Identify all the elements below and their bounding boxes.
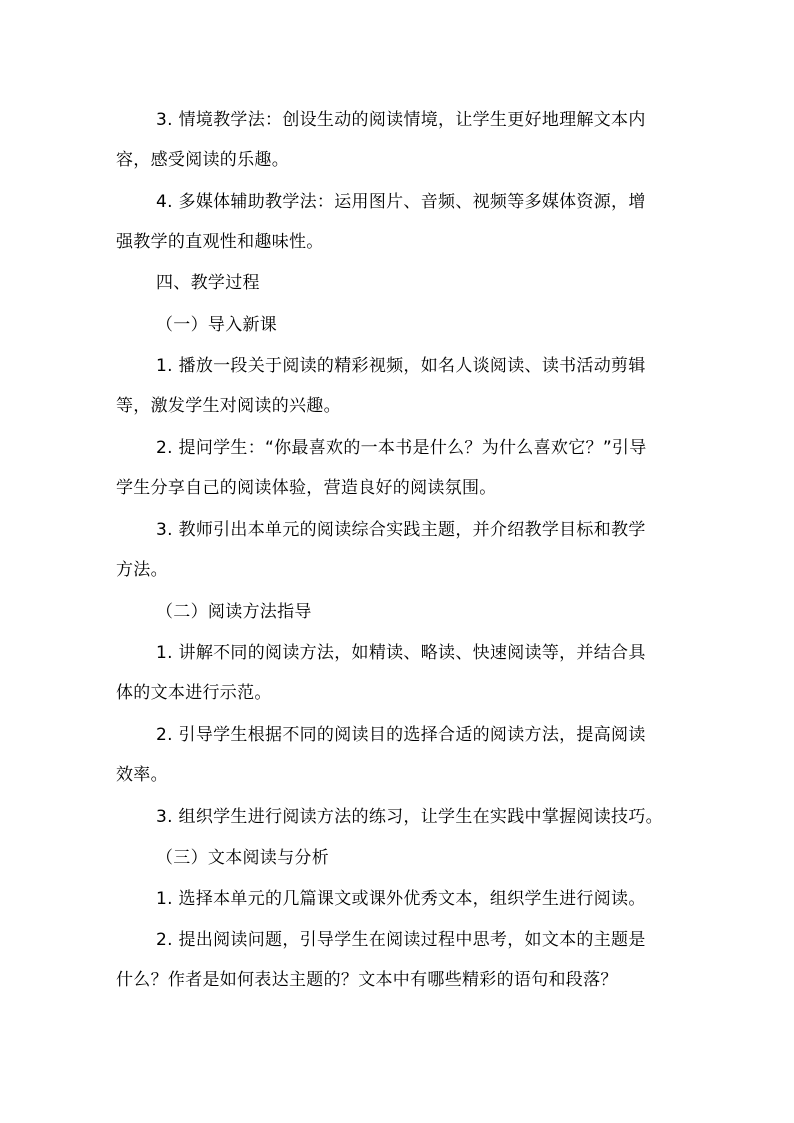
paragraph-9-line-1: 2. 引导学生根据不同的阅读目的选择合适的阅读方法，提高阅读 <box>156 725 646 745</box>
paragraph-12-line-1: 2. 提出阅读问题，引导学生在阅读过程中思考，如文本的主题是 <box>156 930 646 950</box>
paragraph-7-line-2: 方法。 <box>116 560 168 580</box>
paragraph-6-line-1: 2. 提问学生：“你最喜欢的一本书是什么？为什么喜欢它？”引导 <box>156 438 647 458</box>
paragraph-5-line-2: 等，激发学生对阅读的兴趣。 <box>116 396 341 416</box>
subsection-heading-3: （三）文本阅读与分析 <box>156 848 329 868</box>
paragraph-3-line-2: 容，感受阅读的乐趣。 <box>116 150 289 170</box>
paragraph-6-line-2: 学生分享自己的阅读体验，营造良好的阅读氛围。 <box>116 478 497 498</box>
paragraph-4-line-2: 强教学的直观性和趣味性。 <box>116 232 324 252</box>
paragraph-8-line-2: 体的文本进行示范。 <box>116 683 272 703</box>
paragraph-11-line-1: 1. 选择本单元的几篇课文或课外优秀文本，组织学生进行阅读。 <box>156 889 646 909</box>
section-heading: 四、教学过程 <box>156 273 260 293</box>
paragraph-7-line-1: 3. 教师引出本单元的阅读综合实践主题，并介绍教学目标和教学 <box>156 520 646 540</box>
paragraph-4-line-1: 4. 多媒体辅助教学法：运用图片、音频、视频等多媒体资源，增 <box>156 192 646 212</box>
paragraph-10-line-1: 3. 组织学生进行阅读方法的练习，让学生在实践中掌握阅读技巧。 <box>156 807 663 827</box>
paragraph-8-line-1: 1. 讲解不同的阅读方法，如精读、略读、快速阅读等，并结合具 <box>156 643 646 663</box>
subsection-heading-2: （二）阅读方法指导 <box>156 602 312 622</box>
subsection-heading-1: （一）导入新课 <box>156 315 278 335</box>
paragraph-12-line-2: 什么？作者是如何表达主题的？文本中有哪些精彩的语句和段落？ <box>116 970 618 990</box>
paragraph-3-line-1: 3. 情境教学法：创设生动的阅读情境，让学生更好地理解文本内 <box>156 110 646 130</box>
paragraph-5-line-1: 1. 播放一段关于阅读的精彩视频，如名人谈阅读、读书活动剪辑 <box>156 356 646 376</box>
paragraph-9-line-2: 效率。 <box>116 765 168 785</box>
